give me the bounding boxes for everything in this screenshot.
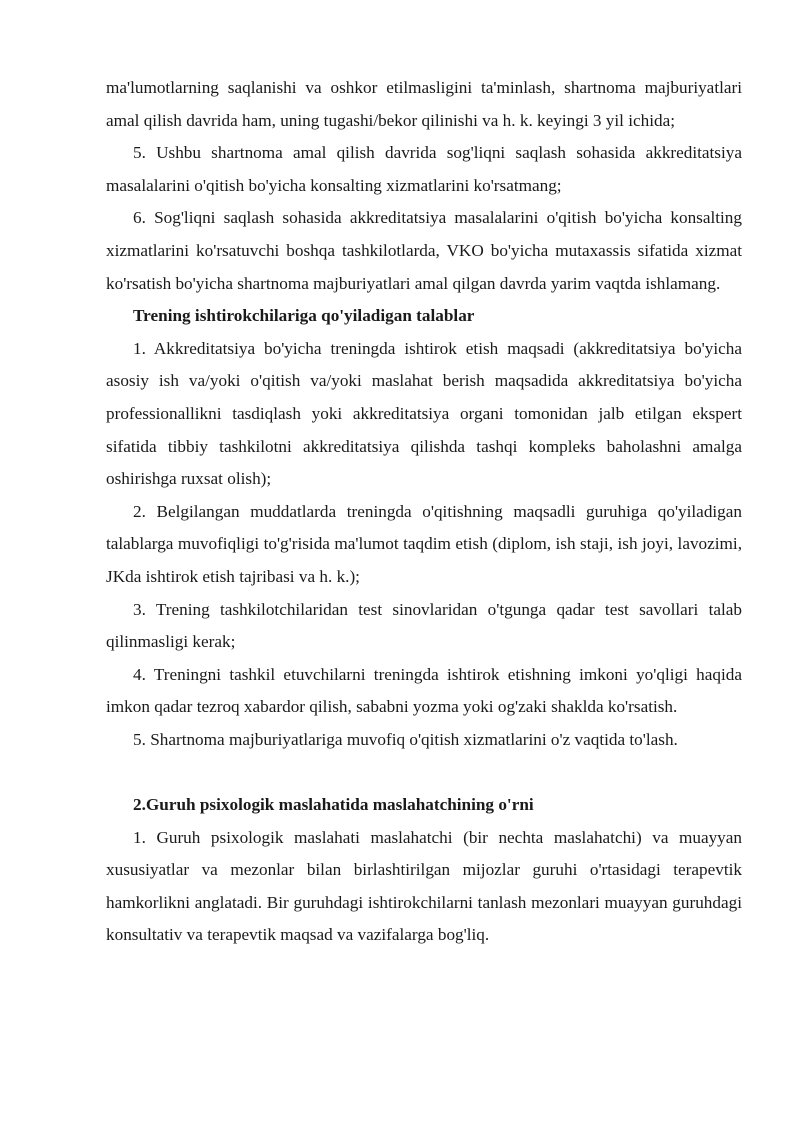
document-page	[106, 72, 742, 952]
list-item-5: 5. Ushbu shartnoma amal qilish davrida sog'liqni saqlash sohasida akkreditatsiya masalalarini o'qitish bo'yicha konsalting xizmatlarini ko'rsatmang;	[106, 143, 742, 195]
requirement-item-3: 3. Trening tashkilotchilaridan test sinovlaridan o'tgunga qadar test savollari talab qilinmasligi kerak;	[106, 599, 742, 652]
requirement-item-2: 2. Belgilangan muddatlarda treningda o'qitishning maqsadli guruhiga qo'yiladigan talablarga muvofiqligi to'g'risida ma'lumot taqdim etish (diplom, ish staji, ish joyi, lavozimi, JKda ishtirok etish tajribasi va h. k.);	[106, 501, 742, 586]
blank-line	[106, 756, 742, 789]
requirement-item-5: 5. Shartnoma majburiyatlariga muvofiq o'qitish xizmatlarini o'z vaqtida to'lash.	[133, 729, 678, 749]
group-counseling-item-1: 1. Guruh psixologik maslahati maslahatchi (bir nechta maslahatchi) va muayyan xususiyatlar va mezonlar bilan birlashtirilgan mijozlar guruhi o'rtasidagi terapevtik hamkorlikni anglatadi. Bir guruhdagi ishtirokchilarni tanlash mezonlari muayyan guruhdagi konsultativ va terapevtik maqsad va vazifalarga bog'liq.	[106, 827, 742, 945]
list-item-6: 6. Sog'liqni saqlash sohasida akkreditatsiya masalalarini o'qitish bo'yicha konsalting xizmatlarini ko'rsatuvchi boshqa tashkilotlarda, VKO bo'yicha mutaxassis sifatida xizmat ko'rsatish bo'yicha shartnoma majburiyatlari amal qilgan davrda yarim vaqtda ishlamang.	[106, 208, 742, 293]
requirement-item-1: 1. Akkreditatsiya bo'yicha treningda ishtirok etish maqsadi (akkreditatsiya bo'yicha asosiy ish va/yoki o'qitish va/yoki maslahat berish maqsadida akkreditatsiya bo'yicha professionallikni tasdiqlash yoki akkreditatsiya organi tomonidan jalb etilgan ekspert sifatida tibbiy tashkilotni akkreditatsiya qilishda tashqi kompleks baholashni amalga oshirishga ruxsat olish);	[106, 338, 742, 489]
requirement-item-4: 4. Treningni tashkil etuvchilarni treningda ishtirok etishning imkoni yo'qligi haqida imkon qadar tezroq xabardor qilish, sababni yozma yoki og'zaki shaklda ko'rsatish.	[106, 664, 742, 717]
section-heading-participant-requirements: Trening ishtirokchilariga qo'yiladigan talablar	[133, 306, 475, 326]
continuation-paragraph: ma'lumotlarning saqlanishi va oshkor etilmasligini ta'minlash, shartnoma majburiyatlari amal qilish davrida ham, uning tugashi/bekor qilinishi va h. k. keyingi 3 yil ichida;	[106, 78, 742, 130]
section-heading-group-counseling: 2.Guruh psixologik maslahatida maslahatchining o'rni	[133, 795, 534, 815]
